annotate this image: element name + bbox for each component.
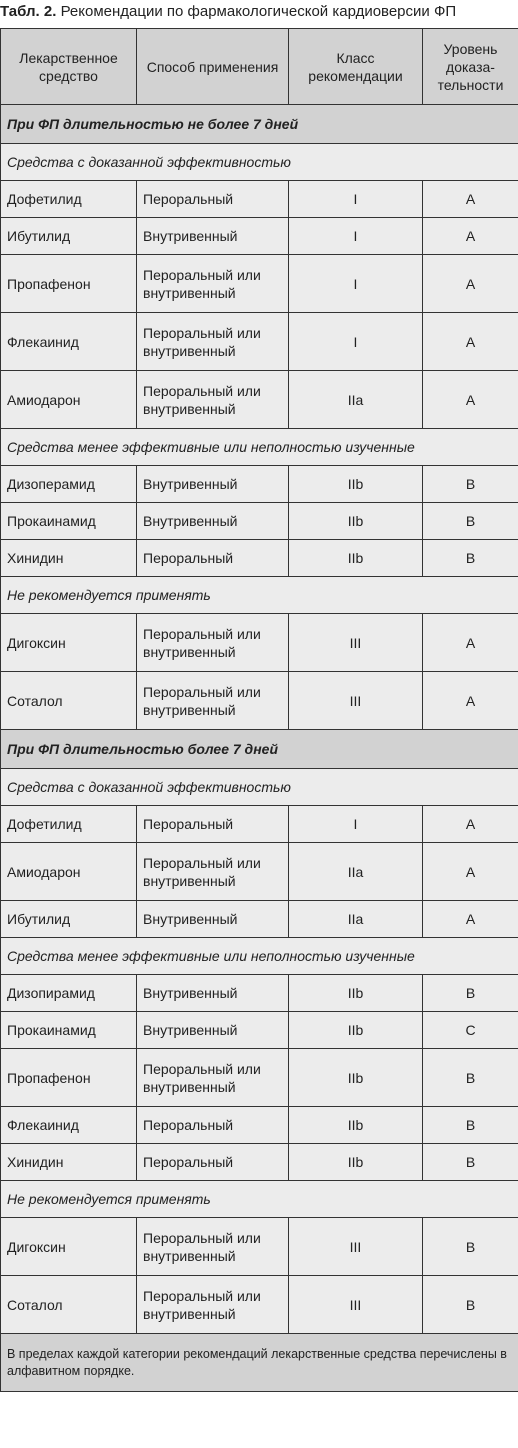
group-row: [1, 144, 518, 181]
drug-cell: Прокаинамид: [1, 503, 137, 540]
drug-cell: Хинидин: [1, 540, 137, 577]
level-cell: C: [423, 1012, 518, 1049]
level-cell: B: [423, 1049, 518, 1107]
class-cell: III: [289, 614, 423, 672]
class-cell: IIa: [289, 843, 423, 901]
group-title: Не рекомендуется применять: [1, 577, 518, 614]
drug-cell: Хинидин: [1, 1144, 137, 1181]
route-cell: Пероральный или внутривенный: [137, 1049, 289, 1107]
class-cell: I: [289, 218, 423, 255]
class-cell: IIb: [289, 540, 423, 577]
level-cell: B: [423, 466, 518, 503]
route-cell: Внутривенный: [137, 466, 289, 503]
table-row: [1, 1218, 518, 1276]
level-cell: A: [423, 181, 518, 218]
drug-cell: Амиодарон: [1, 843, 137, 901]
class-cell: III: [289, 1218, 423, 1276]
table-row: [1, 540, 518, 577]
class-cell: IIb: [289, 975, 423, 1012]
drug-cell: Прокаинамид: [1, 1012, 137, 1049]
level-cell: B: [423, 503, 518, 540]
level-cell: B: [423, 540, 518, 577]
route-cell: Внутривенный: [137, 1012, 289, 1049]
table-row: [1, 614, 518, 672]
level-cell: B: [423, 1276, 518, 1334]
route-cell: Пероральный или внутривенный: [137, 1218, 289, 1276]
route-cell: Пероральный: [137, 181, 289, 218]
section-title: При ФП длительностью не более 7 дней: [1, 105, 518, 144]
table-row: [1, 843, 518, 901]
table-row: [1, 1012, 518, 1049]
table-row: [1, 466, 518, 503]
class-cell: I: [289, 255, 423, 313]
table-row: [1, 1276, 518, 1334]
class-cell: III: [289, 1276, 423, 1334]
level-cell: A: [423, 371, 518, 429]
table-row: [1, 503, 518, 540]
group-title: Средства с доказанной эффективностью: [1, 769, 518, 806]
drug-cell: Флекаинид: [1, 313, 137, 371]
table-row: [1, 1144, 518, 1181]
class-cell: IIb: [289, 503, 423, 540]
drug-cell: Ибутилид: [1, 218, 137, 255]
class-cell: I: [289, 181, 423, 218]
table-caption-title: Рекомендации по фармакологической кардиоверсии ФП: [60, 3, 457, 20]
drug-cell: Пропафенон: [1, 1049, 137, 1107]
recommendations-table: [0, 28, 518, 1392]
route-cell: Пероральный: [137, 1144, 289, 1181]
drug-cell: Дофетилид: [1, 806, 137, 843]
drug-cell: Амиодарон: [1, 371, 137, 429]
drug-cell: Соталол: [1, 672, 137, 730]
class-cell: IIb: [289, 1107, 423, 1144]
table-row: [1, 1049, 518, 1107]
table-caption-label: Табл. 2.: [0, 3, 57, 20]
group-row: [1, 938, 518, 975]
header-route: Способ применения: [137, 29, 289, 105]
section-row: [1, 730, 518, 769]
table-body: [1, 105, 518, 1334]
group-title: Не рекомендуется применять: [1, 1181, 518, 1218]
footnote: В пределах каждой категории рекомендаций лекарственные средства перечислены в алфавитном порядке.: [1, 1334, 518, 1392]
route-cell: Пероральный или внутривенный: [137, 614, 289, 672]
table-row: [1, 181, 518, 218]
drug-cell: Ибутилид: [1, 901, 137, 938]
table-row: [1, 313, 518, 371]
level-cell: A: [423, 843, 518, 901]
table-row: [1, 975, 518, 1012]
route-cell: Пероральный или внутривенный: [137, 313, 289, 371]
group-row: [1, 769, 518, 806]
level-cell: A: [423, 901, 518, 938]
class-cell: IIa: [289, 901, 423, 938]
drug-cell: Дигоксин: [1, 614, 137, 672]
level-cell: B: [423, 1144, 518, 1181]
group-title: Средства с доказанной эффективностью: [1, 144, 518, 181]
class-cell: IIb: [289, 1049, 423, 1107]
route-cell: Пероральный: [137, 540, 289, 577]
level-cell: B: [423, 1218, 518, 1276]
route-cell: Внутривенный: [137, 503, 289, 540]
level-cell: A: [423, 806, 518, 843]
table-caption: [0, 2, 456, 24]
table-row: [1, 901, 518, 938]
level-cell: B: [423, 1107, 518, 1144]
header-class: Класс рекомендации: [289, 29, 423, 105]
header-row: [1, 29, 518, 105]
class-cell: IIb: [289, 1012, 423, 1049]
level-cell: A: [423, 313, 518, 371]
drug-cell: Пропафенон: [1, 255, 137, 313]
group-row: [1, 429, 518, 466]
route-cell: Пероральный или внутривенный: [137, 371, 289, 429]
route-cell: Пероральный: [137, 1107, 289, 1144]
level-cell: A: [423, 218, 518, 255]
drug-cell: Дизоперамид: [1, 466, 137, 503]
group-row: [1, 1181, 518, 1218]
table-row: [1, 371, 518, 429]
route-cell: Внутривенный: [137, 901, 289, 938]
level-cell: A: [423, 614, 518, 672]
class-cell: III: [289, 672, 423, 730]
table-row: [1, 806, 518, 843]
class-cell: IIb: [289, 1144, 423, 1181]
group-title: Средства менее эффективные или неполностью изученные: [1, 938, 518, 975]
table-row: [1, 218, 518, 255]
footnote-row: [1, 1334, 518, 1392]
class-cell: IIb: [289, 466, 423, 503]
section-row: [1, 105, 518, 144]
route-cell: Внутривенный: [137, 218, 289, 255]
route-cell: Пероральный или внутривенный: [137, 672, 289, 730]
level-cell: B: [423, 975, 518, 1012]
class-cell: I: [289, 806, 423, 843]
table-row: [1, 1107, 518, 1144]
recommendations-table-container: [0, 28, 518, 1392]
drug-cell: Дигоксин: [1, 1218, 137, 1276]
level-cell: A: [423, 672, 518, 730]
drug-cell: Соталол: [1, 1276, 137, 1334]
section-title: При ФП длительностью более 7 дней: [1, 730, 518, 769]
group-title: Средства менее эффективные или неполностью изученные: [1, 429, 518, 466]
drug-cell: Флекаинид: [1, 1107, 137, 1144]
table-row: [1, 255, 518, 313]
header-drug: Лекарственное средство: [1, 29, 137, 105]
route-cell: Пероральный или внутривенный: [137, 1276, 289, 1334]
route-cell: Пероральный: [137, 806, 289, 843]
class-cell: IIa: [289, 371, 423, 429]
group-row: [1, 577, 518, 614]
route-cell: Пероральный или внутривенный: [137, 843, 289, 901]
drug-cell: Дизопирамид: [1, 975, 137, 1012]
route-cell: Пероральный или внутривенный: [137, 255, 289, 313]
class-cell: I: [289, 313, 423, 371]
level-cell: A: [423, 255, 518, 313]
table-row: [1, 672, 518, 730]
header-level: Уровень доказа-тельности: [423, 29, 518, 105]
route-cell: Внутривенный: [137, 975, 289, 1012]
drug-cell: Дофетилид: [1, 181, 137, 218]
